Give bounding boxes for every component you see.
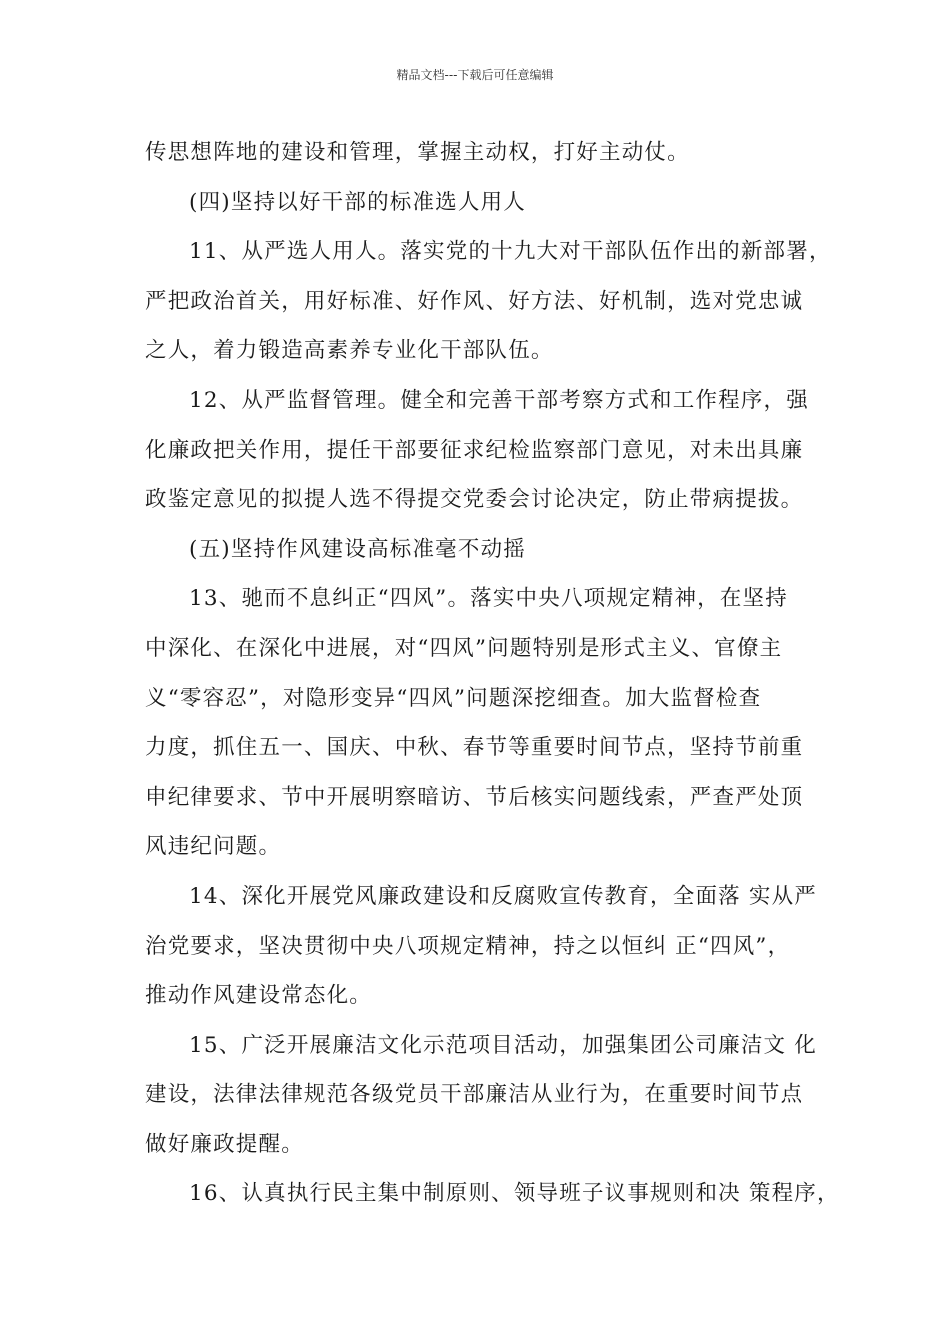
text-line: 义“零容忍”，对隐形变异“四风”问题深挖细查。加大监督检查 [145, 685, 762, 711]
page-header: 精品文档---下载后可任意编辑 [396, 68, 554, 82]
text-line: 11、从严选人用人。落实党的十九大对干部队伍作出的新部署， [189, 239, 832, 265]
text-line: 16、认真执行民主集中制原则、领导班子议事规则和决 策程序， [189, 1181, 840, 1207]
text-line: 做好廉政提醒。 [145, 1131, 304, 1157]
section-heading: (四)坚持以好干部的标准选人用人 [189, 189, 526, 215]
text-line: 12、从严监督管理。健全和完善干部考察方式和工作程序，强 [189, 387, 809, 413]
text-line: 13、驰而不息纠正“四风”。落实中央八项规定精神，在坚持 [189, 586, 788, 612]
text-line: 严把政治首关，用好标准、好作风、好方法、好机制，选对党忠诚 [145, 288, 804, 314]
text-line: 推动作风建设常态化。 [145, 983, 373, 1009]
text-line: 力度，抓住五一、国庆、中秋、春节等重要时间节点，坚持节前重 [145, 735, 804, 761]
text-line: 15、广泛开展廉洁文化示范项目活动，加强集团公司廉洁文 化 [189, 1032, 817, 1058]
section-heading: (五)坚持作风建设高标准毫不动摇 [189, 536, 526, 562]
text-line: 化廉政把关作用，提任干部要征求纪检监察部门意见，对未出具廉 [145, 437, 804, 463]
text-line: 之人，着力锻造高素养专业化干部队伍。 [145, 338, 554, 364]
text-line: 风违纪问题。 [145, 834, 282, 860]
text-line: 政鉴定意见的拟提人选不得提交党委会讨论决定，防止带病提拔。 [145, 487, 804, 513]
text-line: 14、深化开展党风廉政建设和反腐败宣传教育，全面落 实从严 [189, 883, 817, 909]
text-line: 申纪律要求、节中开展明察暗访、节后核实问题线索，严查严处顶 [145, 784, 804, 810]
text-line: 传思想阵地的建设和管理，掌握主动权，打好主动仗。 [145, 140, 690, 165]
document-body [145, 128, 840, 1219]
text-line: 中深化、在深化中进展，对“四风”问题特别是形式主义、官僚主 [145, 635, 783, 661]
text-line: 建设，法律法律规范各级党员干部廉洁从业行为，在重要时间节点 [145, 1082, 804, 1108]
text-line: 治党要求，坚决贯彻中央八项规定精神，持之以恒纠 正“四风”， [145, 933, 791, 959]
